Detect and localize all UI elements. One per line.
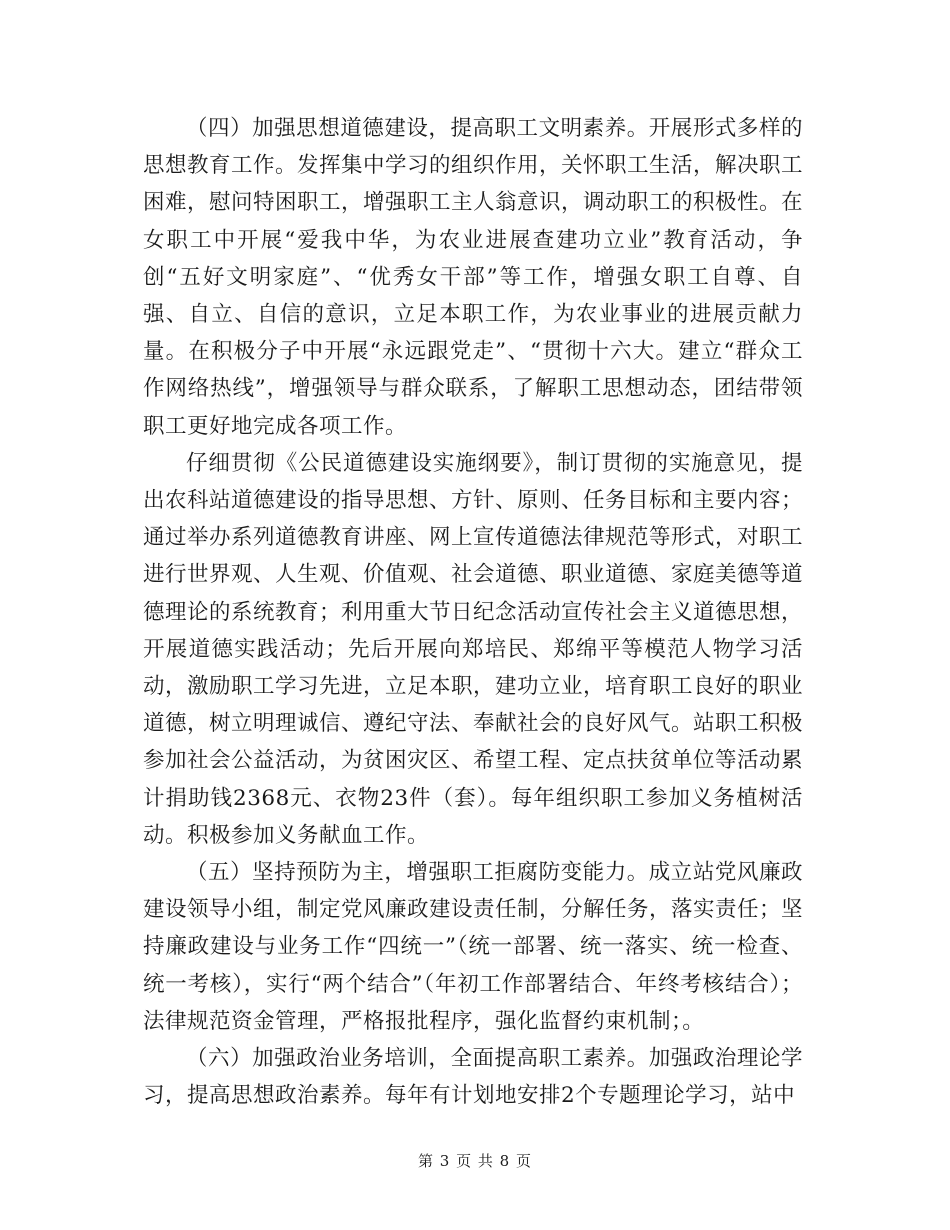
paragraph-five: （五）坚持预防为主，增强职工拒腐防变能力。成立站党风廉政建设领导小组，制定党风廉政建设责任制，分解任务，落实责任；坚持廉政建设与业务工作“四统一”（统一部署、统一落实、统一检查、统一考核），实行“两个结合”（年初工作部署结合、年终考核结合）；法律规范资金管理，严格报批程序，强化监督约束机制；。 bbox=[143, 860, 804, 1034]
paragraph-moral-outline: 仔细贯彻《公民道德建设实施纲要》，制订贯彻的实施意见，提出农科站道德建设的指导思想、方针、原则、任务目标和主要内容；通过举办系列道德教育讲座、网上宣传道德法律规范等形式，对职工进行世界观、人生观、价值观、社会道德、职业道德、家庭美德等道德理论的系统教育；利用重大节日纪念活动宣传社会主义道德思想，开展道德实践活动；先后开展向郑培民、郑绵平等模范人物学习活动，激励职工学习先进，立足本职，建功立业，培育职工良好的职业道德，树立明理诚信、遵纪守法、奉献社会的良好风气。站职工积极参加社会公益活动，为贫困灾区、希望工程、定点扶贫单位等活动累计捐助钱2368元、衣物23件（套）。每年组织职工参加义务植树活动。积极参加义务献血工作。 bbox=[143, 450, 804, 848]
page-footer: 第 3 页 共 8 页 bbox=[418, 1152, 532, 1170]
page-body bbox=[143, 110, 803, 1114]
paragraph-six: （六）加强政治业务培训，全面提高职工素养。加强政治理论学习，提高思想政治素养。每年有计划地安排2个专题理论学习，站中 bbox=[143, 1046, 803, 1109]
paragraph-four: （四）加强思想道德建设，提高职工文明素养。开展形式多样的思想教育工作。发挥集中学习的组织作用，关怀职工生活，解决职工困难，慰问特困职工，增强职工主人翁意识，调动职工的积极性。在女职工中开展“爱我中华，为农业进展查建功立业”教育活动，争创“五好文明家庭”、“优秀女干部”等工作，增强女职工自尊、自强、自立、自信的意识，立足本职工作，为农业事业的进展贡献力量。在积极分子中开展“永远跟党走”、“贯彻十六大。建立“群众工作网络热线”，增强领导与群众联系，了解职工思想动态，团结带领职工更好地完成各项工作。 bbox=[143, 116, 804, 439]
